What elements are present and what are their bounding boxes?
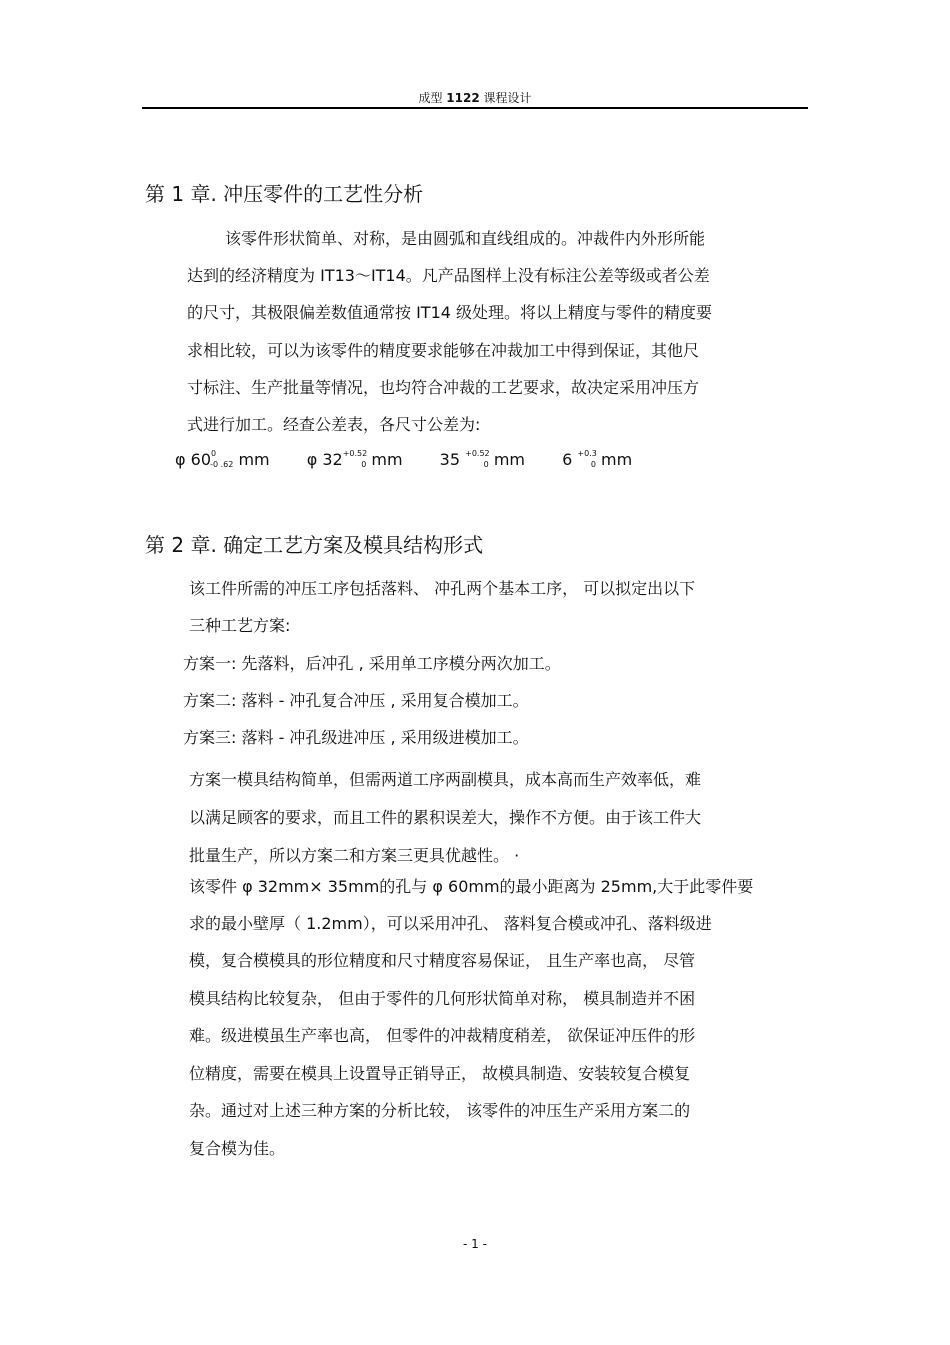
tolerance-unit: mm xyxy=(238,450,270,469)
tolerance-item xyxy=(175,450,270,469)
tolerance-upper: +0.52 xyxy=(342,449,368,458)
tolerance-item xyxy=(307,450,403,469)
tolerance-unit: mm xyxy=(601,450,633,469)
tolerance-unit: mm xyxy=(371,450,403,469)
ch1-line-5: 式进行加工。经查公差表，各尺寸公差为: xyxy=(187,415,481,434)
ch2-para2-6: 杂。通过对上述三种方案的分析比较， 该零件的冲压生产采用方案二的 xyxy=(189,1101,691,1120)
tolerance-base: 6 xyxy=(562,450,573,469)
ch2-para1-1: 以满足顾客的要求，而且工件的累积误差大，操作不方便。由于该工件大 xyxy=(189,808,702,827)
header-rule xyxy=(142,107,808,109)
ch2-intro-0: 该工件所需的冲压工序包括落料、 冲孔两个基本工序， 可以拟定出以下 xyxy=(189,579,696,598)
tolerance-base: φ 60 xyxy=(175,450,211,469)
tolerance-upper: +0.52 xyxy=(465,449,490,458)
scheme-3: 方案三: 落料 - 冲孔级进冲压 , 采用级进模加工。 xyxy=(183,728,529,747)
tolerance-lower: -0 .62 xyxy=(210,460,234,469)
ch2-para2-2: 模，复合模模具的形位精度和尺寸精度容易保证， 且生产率也高， 尽管 xyxy=(189,951,696,970)
tolerance-upper: 0 xyxy=(211,449,217,458)
scheme-2: 方案二: 落料 - 冲孔复合冲压 , 采用复合模加工。 xyxy=(183,691,529,710)
tolerance-lower: 0 xyxy=(590,460,596,469)
ch2-para2-0: 该零件 φ 32mm× 35mm的孔与 φ 60mm的最小距离为 25mm,大于此零件要 xyxy=(189,877,754,896)
ch1-line-0: 该零件形状简单、对称，是由圆弧和直线组成的。冲裁件内外形所能 xyxy=(225,229,706,248)
header-code: 1122 xyxy=(446,91,480,105)
ch2-para2-5: 位精度，需要在模具上设置导正销导正， 故模具制造、安装较复合模复 xyxy=(189,1064,691,1083)
ch2-para1-2: 批量生产，所以方案二和方案三更具优越性。 · xyxy=(189,846,520,865)
ch2-intro-1: 三种工艺方案: xyxy=(189,616,291,635)
ch2-para2-7: 复合模为佳。 xyxy=(189,1139,286,1158)
header-prefix: 成型 xyxy=(418,91,443,105)
tolerance-unit: mm xyxy=(493,450,525,469)
tolerance-lower: 0 xyxy=(483,460,489,469)
tolerance-item xyxy=(440,450,525,469)
scheme-1: 方案一: 先落料，后冲孔 , 采用单工序模分两次加工。 xyxy=(183,654,561,673)
tolerance-list xyxy=(175,450,632,469)
ch1-line-3: 求相比较，可以为该零件的精度要求能够在冲裁加工中得到保证，其他尺 xyxy=(187,341,700,360)
page-number: - 1 - xyxy=(463,1237,487,1251)
ch2-para2-3: 模具结构比较复杂， 但由于零件的几何形状简单对称， 模具制造并不困 xyxy=(189,989,696,1008)
tolerance-base: 35 xyxy=(439,450,461,469)
ch2-para2-4: 难。级进模虽生产率也高， 但零件的冲裁精度稍差， 欲保证冲压件的形 xyxy=(189,1026,696,1045)
ch2-para1-0: 方案一模具结构简单，但需两道工序两副模具，成本高而生产效率低，难 xyxy=(189,770,702,789)
tolerance-upper: +0.3 xyxy=(577,449,597,458)
chapter1-title: 第 1 章. 冲压零件的工艺性分析 xyxy=(145,182,424,206)
tolerance-lower: 0 xyxy=(361,460,367,469)
ch1-line-1: 达到的经济精度为 IT13～IT14。凡产品图样上没有标注公差等级或者公差 xyxy=(187,266,710,285)
ch1-line-2: 的尺寸，其极限偏差数值通常按 IT14 级处理。将以上精度与零件的精度要 xyxy=(187,303,713,322)
ch1-line-4: 寸标注、生产批量等情况，也均符合冲裁的工艺要求，故决定采用冲压方 xyxy=(187,378,700,397)
header-suffix: 课程设计 xyxy=(483,91,532,105)
page-header xyxy=(0,89,950,106)
ch2-para2-1: 求的最小壁厚（ 1.2mm），可以采用冲孔、 落料复合模或冲孔、落料级进 xyxy=(189,914,712,933)
tolerance-base: φ 32 xyxy=(306,450,343,469)
tolerance-item xyxy=(562,450,632,469)
chapter2-title: 第 2 章. 确定工艺方案及模具结构形式 xyxy=(145,533,484,557)
